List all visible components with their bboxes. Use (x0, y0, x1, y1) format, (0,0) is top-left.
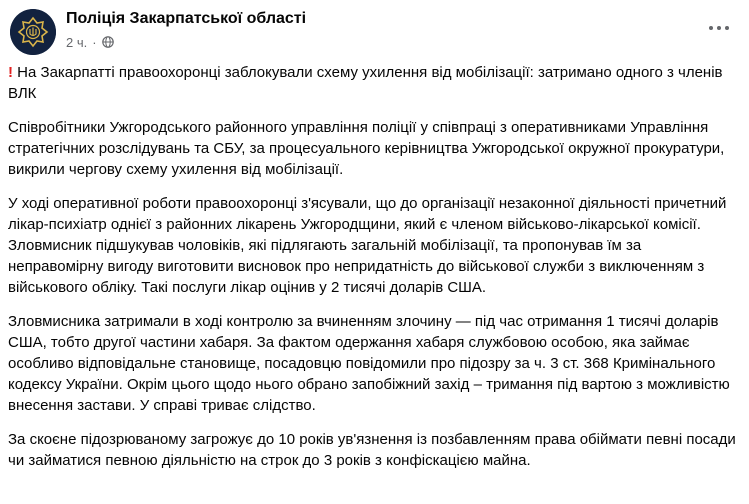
more-options-button[interactable] (701, 10, 737, 46)
post-body (8, 62, 736, 484)
more-options-icon (709, 26, 713, 30)
post-meta (66, 33, 114, 51)
globe-icon[interactable] (102, 36, 114, 48)
post-header (8, 6, 741, 56)
page-name[interactable]: Поліція Закарпатської області (66, 10, 307, 27)
post-paragraph: Зловмисника затримали в ході контролю за вчиненням злочину — під час отримання 1 тисячі доларів США, тобто другої частини хабаря. За фактом одержання хабаря службовою особою, яка займає особливо відповідальне становище, посадовцю повідомили про підозру за ч. 3 ст. 368 Кримінального кодексу України. Окрім цього щодо нього обрано запобіжний захід – тримання під вартою з можливістю внесення застави. У справі триває слідство. (8, 313, 730, 414)
police-badge-icon (10, 9, 56, 55)
avatar[interactable] (10, 9, 56, 55)
post-paragraph: Співробітники Ужгородського районного управління поліції у співпраці з оперативниками Управління стратегічних розслідувань та СБУ, за процесуального керівництва Ужгородської окружної прокуратури, викрили чергову схему ухилення від мобілізації. (8, 119, 725, 178)
post-paragraph: У ході оперативної роботи правоохоронці з'ясували, що до організації незаконної діяльності причетний лікар-психіатр однієї з районних лікарень Ужгородщини, який є членом військово-лікарської комісії. Зловмисник підшукував чоловіків, які підлягають загальній мобілізації, та пропонував їм за неправомірну вигоду виготовити висновок про непридатність до військової служби з виключенням з військового обліку. Такі послуги лікар оцінив у 2 тисячі доларів США. (8, 195, 727, 296)
meta-separator: · (92, 34, 97, 50)
post-headline (8, 62, 736, 104)
headline-text: На Закарпатті правоохоронці заблокували схему ухилення від мобілізації: затримано одного з членів ВЛК (8, 64, 723, 102)
post-timestamp[interactable]: 2 ч. (66, 34, 88, 50)
post-paragraph: За скоєне підозрюваному загрожує до 10 років ув'язнення із позбавленням права обіймати певні посади чи займатися певною діяльністю на строк до 3 років з конфіскацією майна. (8, 431, 736, 469)
exclamation-icon: ! (8, 64, 13, 81)
